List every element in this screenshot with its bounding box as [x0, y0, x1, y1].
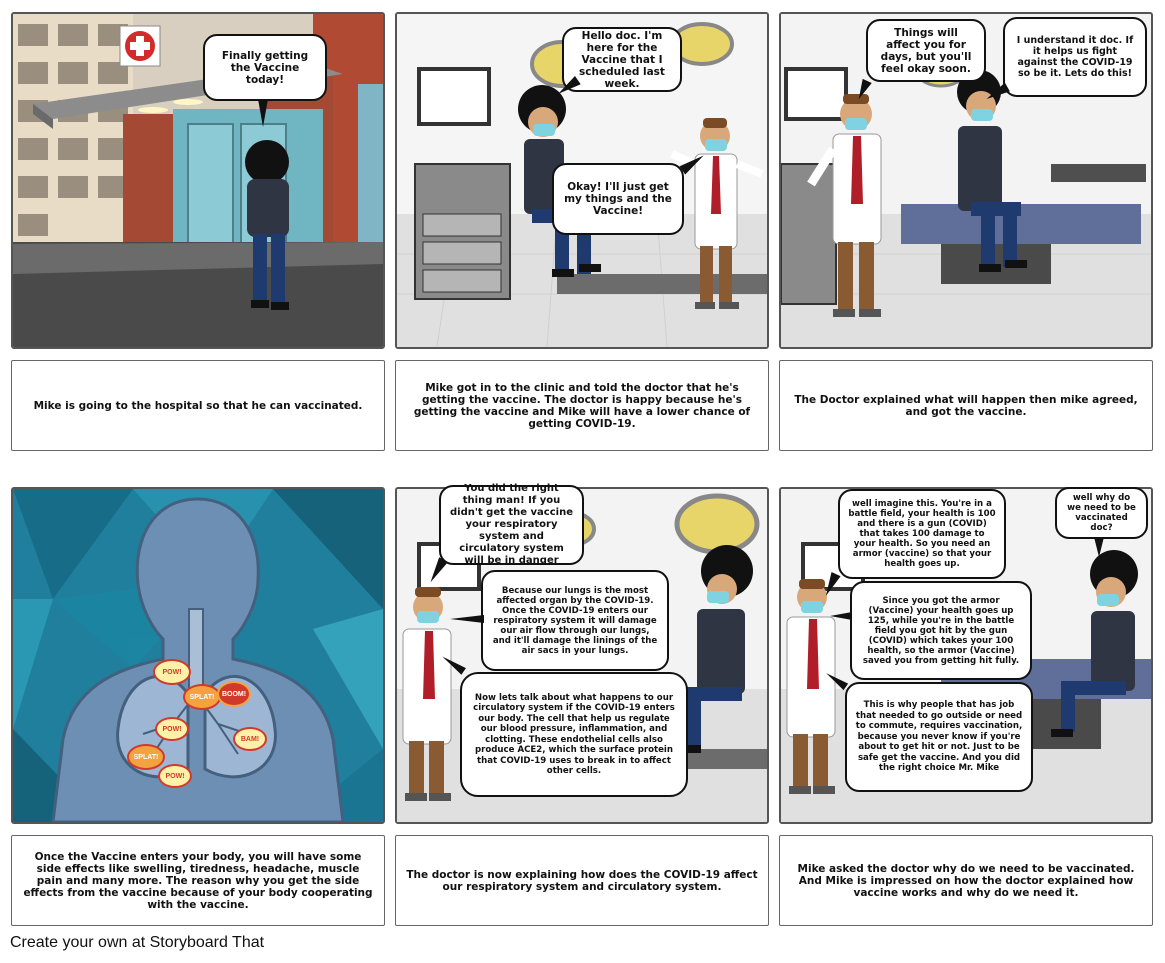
speech-tail	[1094, 537, 1104, 557]
speech-bubble	[1055, 487, 1148, 539]
splat-badge: SPLAT!	[127, 744, 165, 770]
footer-credit[interactable]: Create your own at Storyboard That	[10, 934, 265, 951]
speech-bubble	[866, 19, 986, 82]
panel-2-caption: Mike got in to the clinic and told the doctor that he's getting the vaccine. The doctor is happy because he's getting the vaccine and Mike will have a lower chance of getting COVID-19.	[395, 360, 769, 451]
panel-1-caption: Mike is going to the hospital so that he can vaccinated.	[11, 360, 385, 451]
panel-4-caption: Once the Vaccine enters your body, you will have some side effects like swelling, tiredness, headache, muscle pain and many more. The reason why you get the side effects from the vaccine because of your body cooperating with the vaccine.	[11, 835, 385, 926]
speech-text: Since you got the armor (Vaccine) your health goes up 125, while you're in the battle field you got hit by the gun (COVID) which takes your 100 health, so the armor (Vaccine) saved you from getting hit fully.	[862, 595, 1020, 666]
hospital-exterior-illustration	[13, 14, 383, 347]
speech-bubble	[552, 163, 684, 235]
speech-bubble	[203, 34, 327, 101]
panel-5-caption: The doctor is now explaining how does the COVID-19 affect our respiratory system and circulatory system.	[395, 835, 769, 926]
speech-bubble	[481, 570, 669, 671]
respiratory-system-illustration	[13, 489, 383, 822]
splat-badge: POW!	[158, 764, 192, 788]
splat-badge: BOOM!	[217, 681, 251, 707]
speech-bubble	[845, 682, 1033, 792]
speech-text: Hello doc. I'm here for the Vaccine that I scheduled last week.	[579, 29, 665, 90]
splat-badge: SPLAT!	[183, 684, 221, 710]
speech-tail	[258, 99, 268, 127]
speech-text: You did the right thing man! If you didn't get the vaccine your respiratory system and circulatory system will be in danger	[449, 483, 573, 566]
speech-tail	[450, 615, 484, 623]
speech-text: well why do we need to be vaccinated doc?	[1067, 493, 1136, 533]
panel-1-scene	[11, 12, 385, 349]
speech-bubble	[460, 672, 688, 797]
speech-text: This is why people that has job that needed to go outside or need to commute, requires vaccination, because you never know if you're about to get hit or not. Just to be safe get the vaccine. And you did the right choice Mr. Mike	[855, 700, 1023, 774]
speech-text: Things will affect you for days, but you'll feel okay soon.	[880, 26, 972, 75]
panel-4-scene	[11, 487, 385, 824]
speech-text: well imagine this. You're in a battle field, your health is 100 and there is a gun (COVID) that takes 100 damage to your health. So you need an armor (vaccine) so that your health goes up.	[848, 499, 996, 569]
speech-text: Because our lungs is the most affected organ by the COVID-19. Once the COVID-19 enters our respiratory system it will damage our air flow through our lungs, and it'll damage the linings of the air sacs in your lungs.	[492, 585, 658, 656]
speech-tail	[830, 612, 852, 620]
speech-text: I understand it doc. If it helps us fight against the COVID-19 so be it. Lets do this!	[1016, 35, 1134, 79]
speech-bubble	[850, 581, 1032, 680]
speech-bubble	[439, 485, 584, 565]
splat-badge: POW!	[153, 659, 191, 685]
splat-badge: BAM!	[233, 727, 267, 751]
speech-text: Now lets talk about what happens to our circulatory system if the COVID-19 enters our body. The cell that help us regulate our blood pressure, inflammation, and clotting. These endothelial cells also produce ACE2, which the surface protein that COVID-19 uses to break in to affect other cells.	[473, 692, 675, 776]
speech-bubble	[838, 489, 1006, 579]
panel-3-caption: The Doctor explained what will happen then mike agreed, and got the vaccine.	[779, 360, 1153, 451]
panel-6-caption: Mike asked the doctor why do we need to be vaccinated. And Mike is impressed on how the doctor explained how vaccine works and why do we need it.	[779, 835, 1153, 926]
splat-badge: POW!	[155, 717, 189, 741]
speech-bubble	[1003, 17, 1147, 97]
speech-text: Finally getting the Vaccine today!	[221, 49, 309, 86]
speech-text: Okay! I'll just get my things and the Vaccine!	[564, 181, 672, 217]
